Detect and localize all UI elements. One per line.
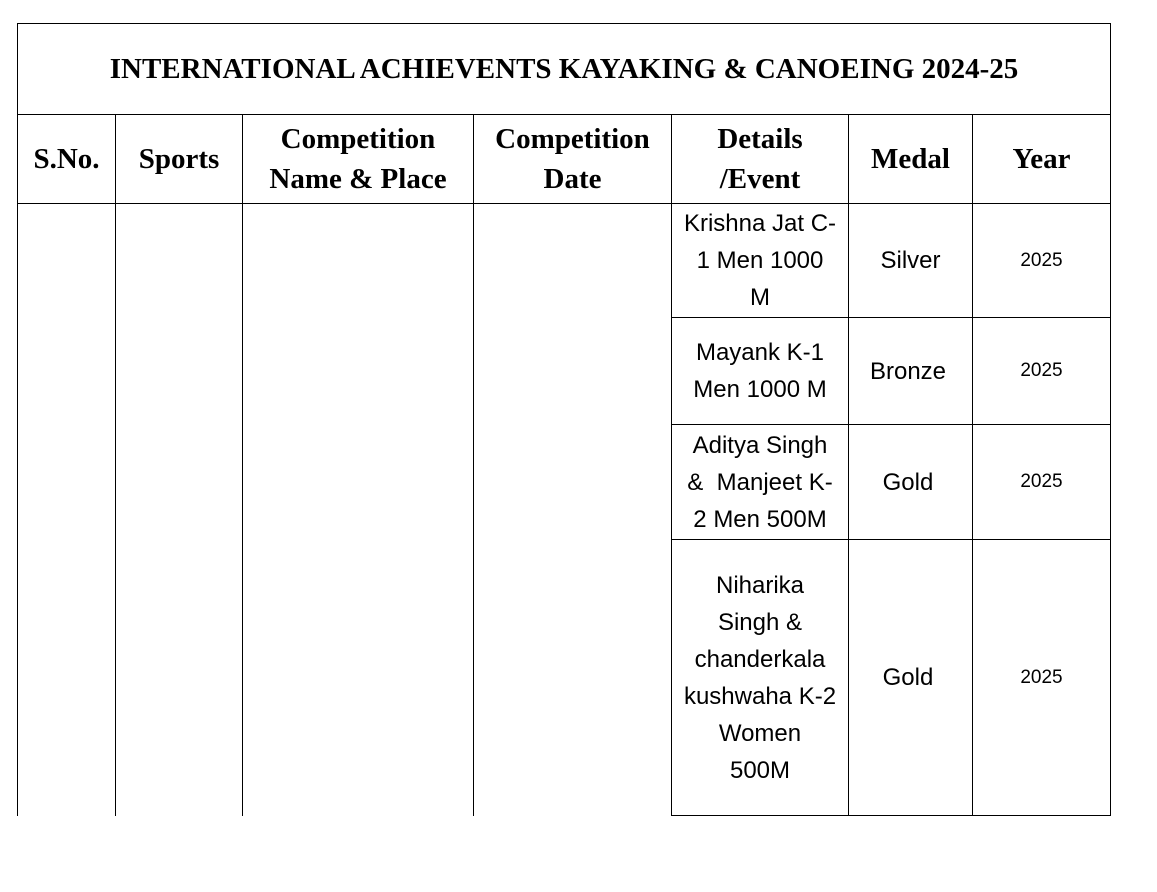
col-divider-competition-name bbox=[242, 114, 243, 816]
header-year-label: Year bbox=[1012, 143, 1071, 175]
row-2-year: 2025 bbox=[1020, 360, 1063, 381]
table-border-bottom bbox=[671, 815, 1111, 816]
header-competition-date-line2: Date bbox=[543, 163, 602, 195]
col-divider-sports bbox=[115, 114, 116, 816]
header-sno-label: S.No. bbox=[33, 143, 100, 175]
row-4-details bbox=[672, 540, 848, 815]
header-sno bbox=[18, 115, 115, 203]
header-details-line2: /Event bbox=[719, 163, 801, 195]
row-1-medal: Silver bbox=[880, 247, 941, 274]
row-3-details bbox=[672, 425, 848, 539]
row-3-year: 2025 bbox=[1020, 471, 1063, 492]
row-2-medal: Bronze bbox=[869, 357, 947, 385]
header-sports bbox=[116, 115, 242, 203]
row-1-details-line: 1 Men 1000 bbox=[696, 247, 824, 274]
row-4-details-line: Singh & bbox=[717, 608, 803, 636]
col-divider-competition-date bbox=[473, 114, 474, 816]
header-year bbox=[973, 115, 1110, 203]
row-1-details bbox=[672, 204, 848, 317]
row-2-details-line: Mayank K-1 bbox=[695, 339, 825, 366]
header-medal-label: Medal bbox=[871, 143, 950, 175]
row-4-medal: Gold bbox=[882, 664, 934, 691]
header-competition-name-line1: Competition bbox=[280, 123, 436, 155]
row-1-details-line: Krishna Jat C- bbox=[683, 210, 837, 237]
row-2-details-line: Men 1000 M bbox=[693, 376, 827, 403]
header-details-line1: Details bbox=[717, 123, 803, 155]
header-medal bbox=[849, 115, 972, 203]
header-competition-date-line1: Competition bbox=[495, 123, 650, 155]
row-3-details-line: Aditya Singh bbox=[692, 431, 828, 459]
header-sports-label: Sports bbox=[138, 143, 220, 175]
row-4-year: 2025 bbox=[1020, 666, 1063, 688]
row-3-details-line: & Manjeet K- bbox=[687, 468, 833, 496]
header-competition-name bbox=[243, 115, 473, 203]
row-4-details-line: chanderkala bbox=[694, 645, 826, 673]
row-1-year: 2025 bbox=[1020, 249, 1063, 271]
table-border-right bbox=[1110, 23, 1111, 816]
page-title: INTERNATIONAL ACHIEVENTS KAYAKING & CANOEING 2024-25 bbox=[109, 52, 1019, 85]
header-competition-date bbox=[474, 115, 671, 203]
header-details bbox=[672, 115, 848, 203]
row-4-details-line: kushwaha K-2 bbox=[683, 682, 837, 710]
row-4-details-line: Women bbox=[718, 719, 802, 747]
header-competition-name-line2: Name & Place bbox=[269, 163, 447, 195]
row-4-details-line: 500M bbox=[729, 756, 791, 784]
row-4-details-line: Niharika bbox=[715, 571, 805, 599]
row-3-details-line: 2 Men 500M bbox=[693, 505, 827, 533]
row-3-medal: Gold bbox=[882, 468, 934, 496]
row-2-details bbox=[672, 318, 848, 424]
row-1-details-line: M bbox=[750, 284, 770, 311]
